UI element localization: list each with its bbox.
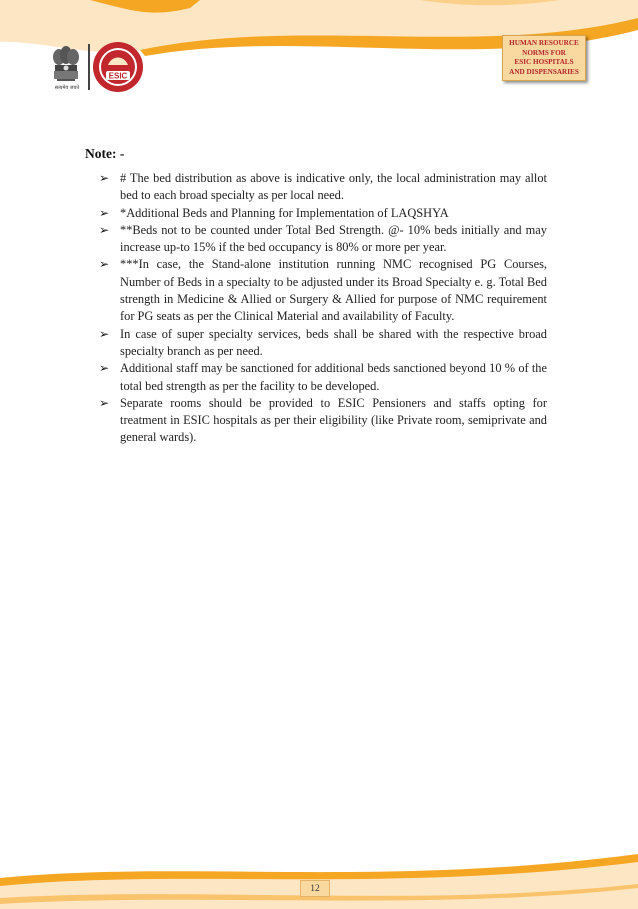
list-item	[99, 205, 547, 222]
badge-line-3: ESIC HOSPITALS	[514, 58, 574, 66]
list-item	[99, 326, 547, 361]
arrowhead-bullet-icon: ➢	[99, 205, 110, 220]
note-heading: Note: -	[85, 146, 125, 161]
badge-line-4: AND DISPENSARIES	[509, 67, 579, 76]
list-item-text: **Beds not to be counted under Total Bed Strength. @- 10% beds initially and may increase up-to 15% if the bed occupancy is 80% or more per year.	[120, 222, 547, 255]
badge-line-1: HUMAN RESOURCE	[509, 39, 579, 47]
list-item-text: Additional staff may be sanctioned for additional beds sanctioned beyond 10 % of the total bed strength as per the facility to be developed.	[120, 361, 547, 393]
emblem-caption: सत्यमेव जयते	[54, 85, 80, 91]
page-number: 12	[310, 883, 320, 894]
badge-line-2: NORMS FOR	[522, 48, 566, 57]
list-item-text: # The bed distribution as above is indicative only, the local administration may allot bed to each broad specialty as per local need.	[120, 171, 547, 203]
list-item	[99, 256, 547, 325]
list-item	[99, 170, 547, 205]
list-item	[99, 222, 547, 257]
list-item-text: Separate rooms should be provided to ESIC Pensioners and staffs opting for treatment in ESIC hospitals as per their eligibility (like Private room, semiprivate and general wards).	[120, 395, 547, 445]
arrowhead-bullet-icon: ➢	[99, 326, 110, 341]
arrowhead-bullet-icon: ➢	[99, 257, 110, 272]
esic-logo-icon	[92, 41, 144, 93]
list-item-text: ***In case, the Stand-alone institution running NMC recognised PG Courses, Number of Beds in a specialty to be adjusted under its Broad Specialty e. g. Total Bed strength in Medicine & Allied or Surgery & Allied for purpose of NMC requirement for PG seats as per the Clinical Material and availability of Faculty.	[120, 257, 547, 324]
esic-logo-text: ESIC	[108, 71, 128, 81]
arrowhead-bullet-icon: ➢	[99, 395, 110, 410]
list-item	[99, 395, 547, 447]
arrowhead-bullet-icon: ➢	[99, 171, 110, 185]
document-title-badge	[502, 35, 586, 81]
arrowhead-bullet-icon: ➢	[99, 361, 110, 376]
note-list	[99, 170, 547, 447]
footer-swoosh	[0, 848, 638, 909]
list-item-text: In case of super specialty services, beds shall be shared with the respective broad specialty branch as per need.	[120, 326, 547, 358]
logo-divider	[88, 44, 90, 90]
list-item	[99, 360, 547, 395]
list-item-text: *Additional Beds and Planning for Implementation of LAQSHYA	[120, 205, 449, 220]
page-number-badge	[300, 880, 330, 897]
arrowhead-bullet-icon: ➢	[99, 222, 110, 237]
